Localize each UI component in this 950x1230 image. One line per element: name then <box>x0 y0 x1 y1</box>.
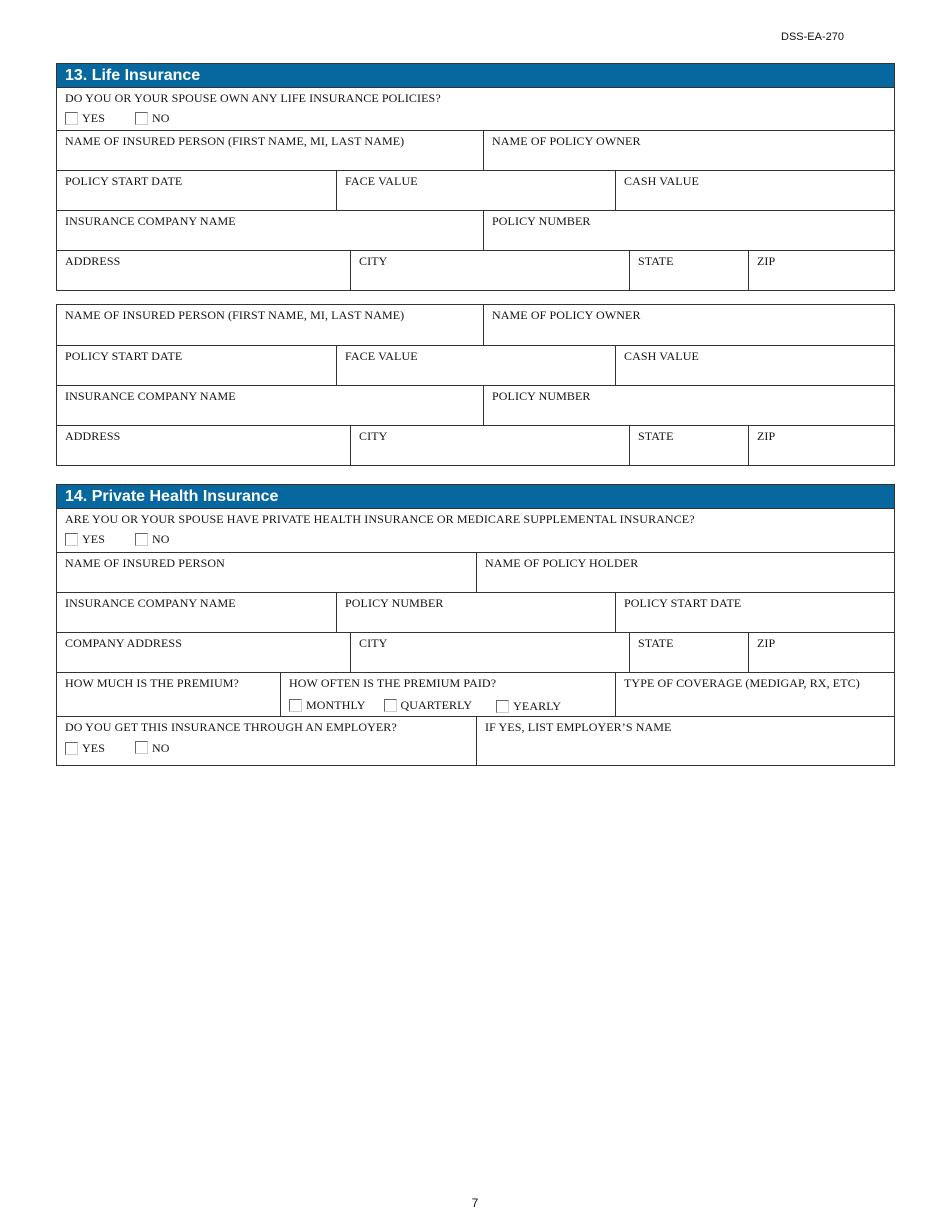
health-state-label: STATE <box>638 636 674 650</box>
quarterly-option[interactable] <box>384 697 473 713</box>
policy2-start-date-label: POLICY START DATE <box>65 349 183 363</box>
health-holder-label: NAME OF POLICY HOLDER <box>485 556 639 570</box>
health-policy-number-field[interactable] <box>336 593 615 632</box>
employer-yes-label: YES <box>82 741 105 755</box>
policy2-zip-label: ZIP <box>757 429 776 443</box>
policy1-start-date-label: POLICY START DATE <box>65 174 183 188</box>
life-no-label: NO <box>151 111 170 125</box>
health-employer-name-label: IF YES, LIST EMPLOYER’S NAME <box>485 720 672 734</box>
policy1-insured-field[interactable] <box>57 131 483 170</box>
policy1-zip-label: ZIP <box>757 254 776 268</box>
health-company-address-field[interactable] <box>57 633 350 672</box>
health-employer-question-cell <box>57 717 476 765</box>
health-zip-field[interactable] <box>748 633 894 672</box>
policy2-face-value-field[interactable] <box>336 346 615 385</box>
policy2-insured-label: NAME OF INSURED PERSON (FIRST NAME, MI, LAST NAME) <box>65 308 405 322</box>
health-frequency-label: HOW OFTEN IS THE PREMIUM PAID? <box>289 676 497 690</box>
health-question: ARE YOU OR YOUR SPOUSE HAVE PRIVATE HEALTH INSURANCE OR MEDICARE SUPPLEMENTAL INSURANCE? <box>65 512 695 526</box>
employer-yes-option[interactable] <box>65 741 105 755</box>
health-insured-field[interactable] <box>57 553 476 592</box>
policy1-number-field[interactable] <box>483 211 894 250</box>
health-yes-label: YES <box>82 532 105 546</box>
health-frequency-cell <box>280 673 615 716</box>
policy1-cash-value-label: CASH VALUE <box>624 174 699 188</box>
health-employer-name-field[interactable] <box>476 717 894 765</box>
employer-no-option[interactable] <box>135 740 170 755</box>
policy1-face-value-label: FACE VALUE <box>345 174 418 188</box>
policy1-company-label: INSURANCE COMPANY NAME <box>65 214 236 228</box>
policy1-face-value-field[interactable] <box>336 171 615 210</box>
policy2-company-field[interactable] <box>57 386 483 425</box>
policy2-cash-value-label: CASH VALUE <box>624 349 699 363</box>
policy1-state-field[interactable] <box>629 251 748 290</box>
life-question-cell <box>57 88 894 130</box>
life-insurance-title: 13. Life Insurance <box>57 64 894 88</box>
health-question-cell <box>57 509 894 552</box>
policy2-address-label: ADDRESS <box>65 429 121 443</box>
policy1-address-field[interactable] <box>57 251 350 290</box>
health-start-date-field[interactable] <box>615 593 894 632</box>
health-yes-checkbox[interactable] <box>65 533 78 546</box>
policy2-insured-field[interactable] <box>57 305 483 345</box>
policy1-start-date-field[interactable] <box>57 171 336 210</box>
policy1-cash-value-field[interactable] <box>615 171 894 210</box>
policy1-address-label: ADDRESS <box>65 254 121 268</box>
policy2-face-value-label: FACE VALUE <box>345 349 418 363</box>
policy2-owner-label: NAME OF POLICY OWNER <box>492 308 641 322</box>
life-no-option[interactable] <box>135 111 170 125</box>
health-insurance-section <box>56 484 895 766</box>
policy2-address-field[interactable] <box>57 426 350 465</box>
employer-no-checkbox[interactable] <box>135 741 148 754</box>
policy2-city-field[interactable] <box>350 426 629 465</box>
health-yes-option[interactable] <box>65 532 105 546</box>
page-number: 7 <box>471 1196 479 1210</box>
life-policy-2-section <box>56 304 895 466</box>
employer-yes-checkbox[interactable] <box>65 742 78 755</box>
life-yes-label: YES <box>82 111 105 125</box>
policy1-state-label: STATE <box>638 254 674 268</box>
health-city-label: CITY <box>359 636 388 650</box>
policy1-company-field[interactable] <box>57 211 483 250</box>
quarterly-label: QUARTERLY <box>400 698 473 712</box>
life-insurance-section <box>56 63 895 291</box>
life-yes-checkbox[interactable] <box>65 112 78 125</box>
health-employer-question: DO YOU GET THIS INSURANCE THROUGH AN EMPLOYER? <box>65 720 397 734</box>
employer-no-label: NO <box>151 740 170 755</box>
health-no-label: NO <box>151 532 170 546</box>
yearly-checkbox[interactable] <box>496 700 509 713</box>
yearly-label: YEARLY <box>513 699 562 713</box>
health-zip-label: ZIP <box>757 636 776 650</box>
policy2-number-label: POLICY NUMBER <box>492 389 591 403</box>
health-state-field[interactable] <box>629 633 748 672</box>
health-policy-number-label: POLICY NUMBER <box>345 596 444 610</box>
policy1-insured-label: NAME OF INSURED PERSON (FIRST NAME, MI, LAST NAME) <box>65 134 405 148</box>
policy2-state-field[interactable] <box>629 426 748 465</box>
health-company-address-label: COMPANY ADDRESS <box>65 636 182 650</box>
health-insurance-title: 14. Private Health Insurance <box>57 485 894 509</box>
life-question: DO YOU OR YOUR SPOUSE OWN ANY LIFE INSURANCE POLICIES? <box>65 91 441 105</box>
health-premium-label: HOW MUCH IS THE PREMIUM? <box>65 676 239 690</box>
health-no-checkbox[interactable] <box>135 533 148 546</box>
policy1-owner-label: NAME OF POLICY OWNER <box>492 134 641 148</box>
policy2-zip-field[interactable] <box>748 426 894 465</box>
form-id: DSS-EA-270 <box>781 31 844 43</box>
policy1-zip-field[interactable] <box>748 251 894 290</box>
health-coverage-label: TYPE OF COVERAGE (MEDIGAP, RX, ETC) <box>624 676 860 690</box>
life-question-row <box>57 88 894 130</box>
health-holder-field[interactable] <box>476 553 894 592</box>
health-premium-field[interactable] <box>57 673 280 716</box>
health-company-label: INSURANCE COMPANY NAME <box>65 596 236 610</box>
health-coverage-field[interactable] <box>615 673 894 716</box>
monthly-option[interactable] <box>289 697 366 713</box>
policy2-number-field[interactable] <box>483 386 894 425</box>
yearly-option[interactable] <box>496 699 561 713</box>
health-insured-label: NAME OF INSURED PERSON <box>65 556 225 570</box>
health-company-field[interactable] <box>57 593 336 632</box>
life-yes-option[interactable] <box>65 111 105 125</box>
monthly-checkbox[interactable] <box>289 699 302 712</box>
policy2-owner-field[interactable] <box>483 305 894 345</box>
policy2-cash-value-field[interactable] <box>615 346 894 385</box>
policy2-company-label: INSURANCE COMPANY NAME <box>65 389 236 403</box>
health-question-row <box>57 509 894 552</box>
policy1-owner-field[interactable] <box>483 131 894 170</box>
policy1-number-label: POLICY NUMBER <box>492 214 591 228</box>
policy2-city-label: CITY <box>359 429 388 443</box>
health-no-option[interactable] <box>135 532 170 546</box>
health-start-date-label: POLICY START DATE <box>624 596 742 610</box>
policy2-start-date-field[interactable] <box>57 346 336 385</box>
life-no-checkbox[interactable] <box>135 112 148 125</box>
policy1-city-field[interactable] <box>350 251 629 290</box>
monthly-label: MONTHLY <box>306 698 366 712</box>
policy1-city-label: CITY <box>359 254 388 268</box>
quarterly-checkbox[interactable] <box>384 699 397 712</box>
health-city-field[interactable] <box>350 633 629 672</box>
policy2-state-label: STATE <box>638 429 674 443</box>
